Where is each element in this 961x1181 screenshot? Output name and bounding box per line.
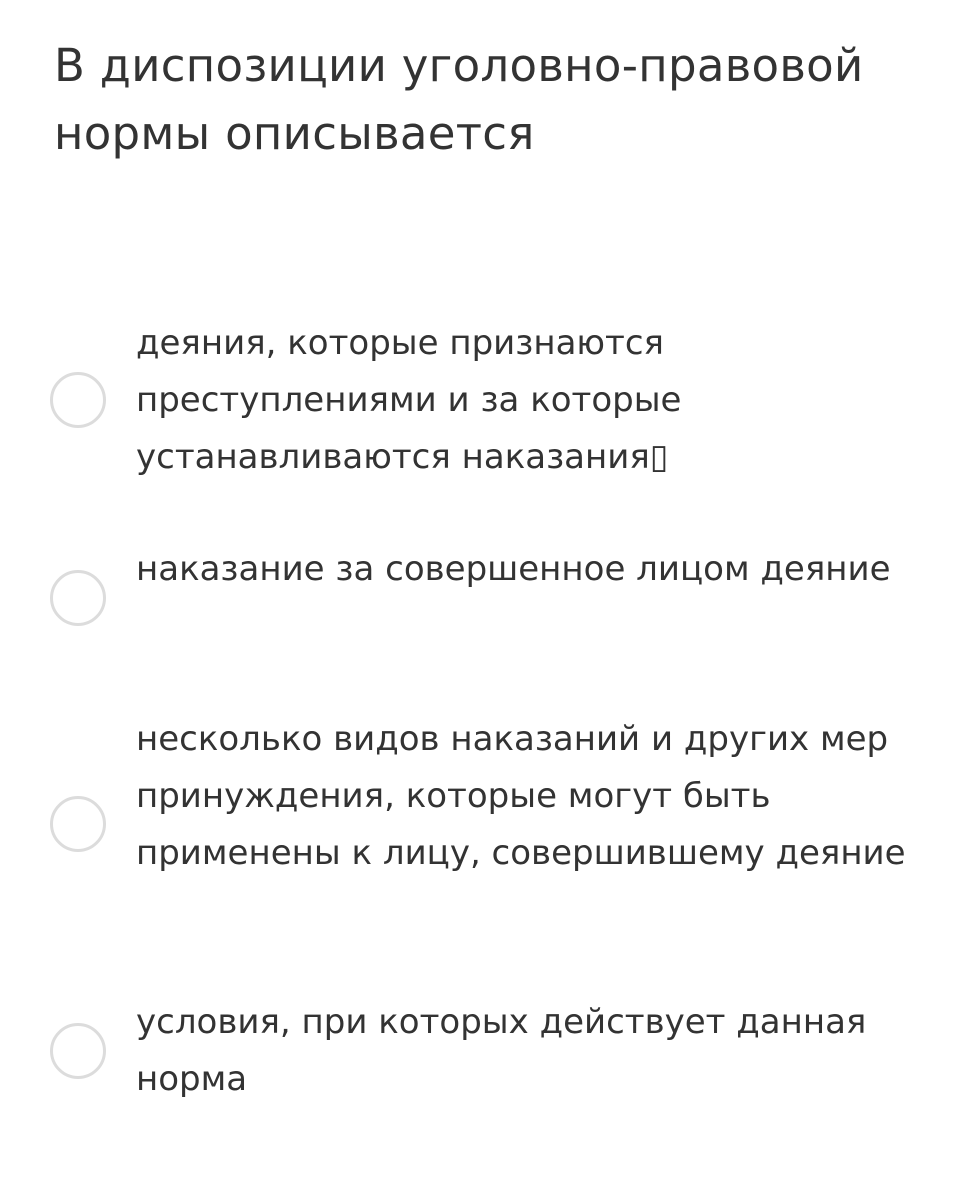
answer-option-label: деяния, которые признаются преступлениями и за которые устанавливаются наказания▯ <box>136 323 682 477</box>
radio-button[interactable] <box>50 372 106 428</box>
radio-button[interactable] <box>50 570 106 626</box>
radio-button[interactable] <box>50 796 106 852</box>
answer-option-label: условия, при которых действует данная норма <box>136 1002 867 1099</box>
answer-option[interactable] <box>50 711 930 939</box>
answer-option[interactable] <box>50 994 930 1108</box>
answer-option-label: несколько видов наказаний и других мер принуждения, которые могут быть применены к лицу, совершившему деяние <box>136 719 906 873</box>
answer-option-label: наказание за совершенное лицом деяние <box>136 549 891 589</box>
question-title: В диспозиции уголовно-правовой нормы описывается <box>54 39 864 160</box>
radio-button[interactable] <box>50 1023 106 1079</box>
answer-option[interactable] <box>50 315 930 486</box>
answer-option[interactable] <box>50 541 930 655</box>
